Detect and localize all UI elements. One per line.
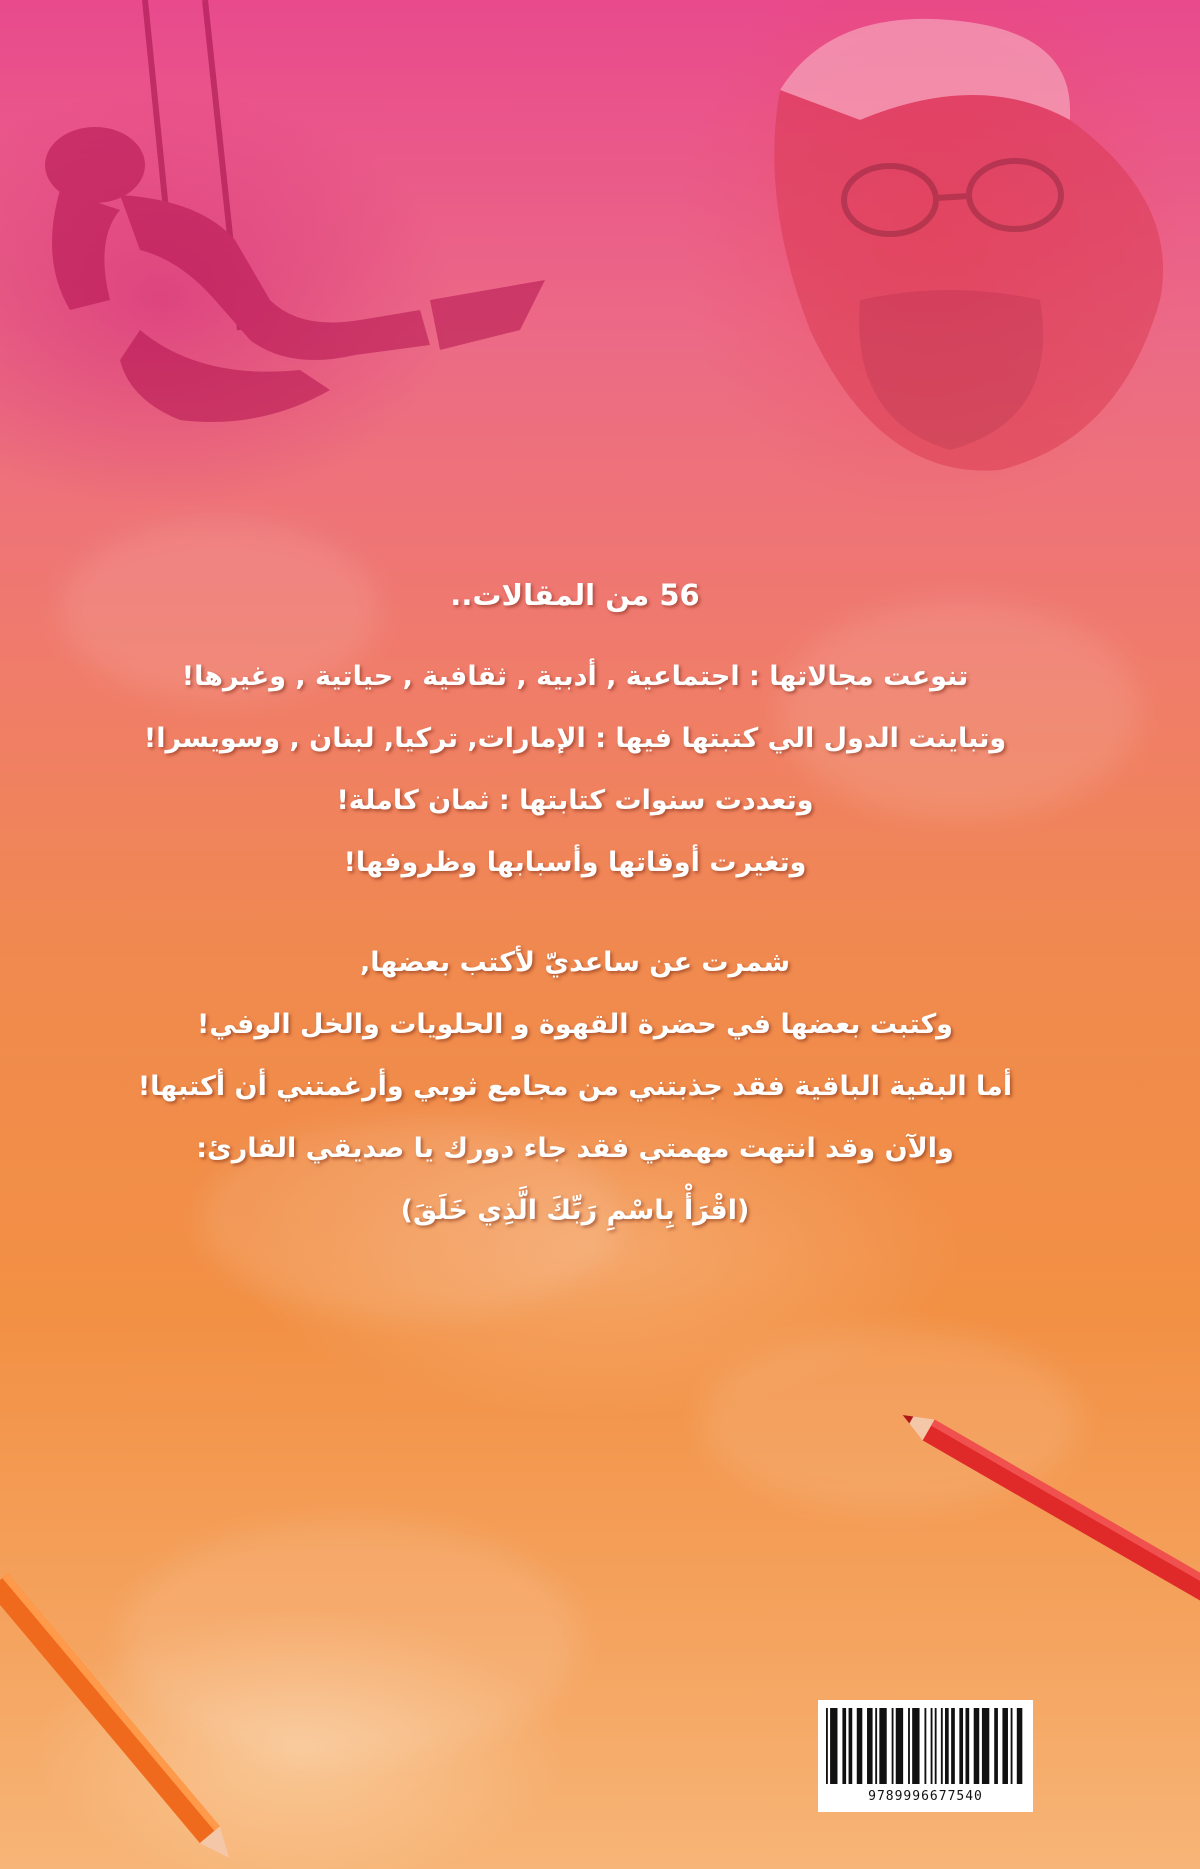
barcode-bar	[959, 1708, 963, 1784]
barcode-bar	[826, 1708, 828, 1784]
barcode-bar	[842, 1708, 846, 1784]
text-line: وتباينت الدول الي كتبتها فيها : الإمارات, تركيا, لبنان , وسويسرا!	[143, 723, 1007, 754]
barcode-bar	[945, 1708, 949, 1784]
barcode-bar	[830, 1708, 837, 1784]
barcode-bar	[912, 1708, 919, 1784]
girl-on-swing-icon	[0, 0, 560, 460]
text-line: شمرت عن ساعديّ لأكتب بعضها,	[359, 947, 790, 978]
text-line: وكتبت بعضها في حضرة القهوة و الحلويات والخل الوفي!	[197, 1009, 953, 1040]
text-line: وتغيرت أوقاتها وأسبابها وظروفها!	[343, 847, 807, 878]
orange-pencil-icon	[0, 1580, 300, 1869]
back-cover-text	[120, 570, 1030, 1242]
text-line: أما البقية الباقية فقد جذبتني من مجامع ثوبي وأرغمتني أن أكتبها!	[137, 1071, 1013, 1102]
isbn-barcode	[818, 1700, 1033, 1812]
barcode-bar	[875, 1708, 877, 1784]
red-pencil-icon	[900, 1405, 1200, 1585]
author-portrait-icon	[740, 0, 1200, 520]
barcode-bar	[1002, 1708, 1008, 1784]
barcode-bar	[935, 1708, 937, 1784]
barcode-bar	[896, 1708, 903, 1784]
quran-verse-line: (اقْرَأْ بِاسْمِ رَبِّكَ الَّذِي خَلَقَ)	[400, 1195, 750, 1226]
barcode-bar	[951, 1708, 955, 1784]
barcode-bar	[931, 1708, 933, 1784]
barcode-bar	[924, 1708, 926, 1784]
text-line: وتعددت سنوات كتابتها : ثمان كاملة!	[336, 785, 814, 816]
barcode-bar	[974, 1708, 980, 1784]
barcode-bars-icon	[826, 1708, 1025, 1784]
barcode-bar	[982, 1708, 989, 1784]
barcode-bar	[1017, 1708, 1023, 1784]
barcode-bar	[892, 1708, 894, 1784]
barcode-number: 9789996677540	[868, 1789, 983, 1804]
heading-line: 56 من المقالات..	[450, 578, 700, 612]
text-line: تنوعت مجالاتها : اجتماعية , أدبية , ثقافية , حياتية , وغيرها!	[181, 661, 969, 692]
text-line: والآن وقد انتهت مهمتي فقد جاء دورك يا صديقي القارئ:	[196, 1133, 954, 1164]
barcode-bar	[941, 1708, 943, 1784]
barcode-bar	[908, 1708, 910, 1784]
barcode-bar	[867, 1708, 873, 1784]
barcode-bar	[994, 1708, 998, 1784]
barcode-bar	[849, 1708, 853, 1784]
barcode-bar	[857, 1708, 863, 1784]
barcode-bar	[1011, 1708, 1013, 1784]
barcode-bar	[879, 1708, 886, 1784]
barcode-bar	[966, 1708, 970, 1784]
